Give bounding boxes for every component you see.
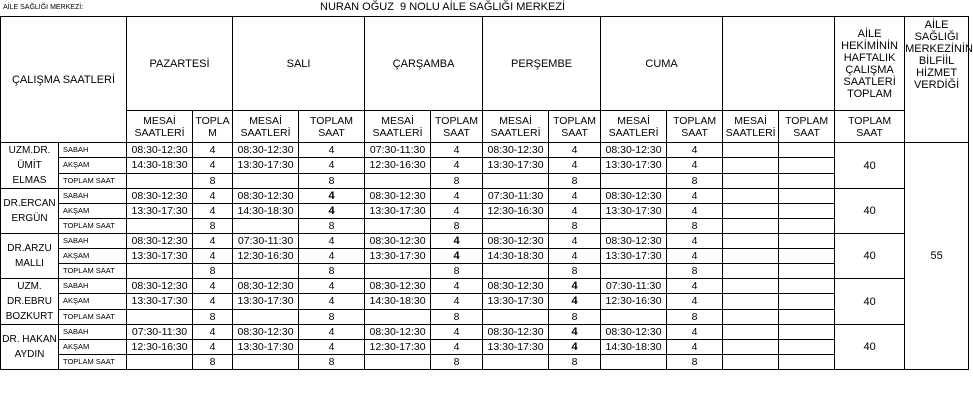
day-header-wednesday: ÇARŞAMBA	[365, 17, 483, 111]
table-row	[1, 189, 969, 204]
shift-hours-cell: 13:30-17:30	[483, 158, 549, 173]
shift-total-cell: 4	[299, 325, 365, 340]
table-row	[1, 173, 969, 188]
shift-hours-cell	[601, 355, 667, 370]
shift-total-cell: 8	[667, 219, 723, 234]
shift-total-cell: 4	[299, 189, 365, 204]
shift-hours-cell: 08:30-12:30	[233, 189, 299, 204]
shift-total-cell: 4	[549, 143, 601, 158]
shift-hours-cell: 08:30-12:30	[601, 234, 667, 249]
shift-hours-cell	[723, 340, 779, 355]
shift-label: TOPLAM SAAT	[59, 173, 127, 188]
shift-hours-cell	[483, 264, 549, 279]
shift-total-cell: 4	[193, 189, 233, 204]
shift-label: AKŞAM	[59, 249, 127, 264]
health-center-label: AİLE SAĞLIĞI MERKEZİ:	[3, 4, 84, 11]
shift-total-cell: 4	[667, 294, 723, 309]
shift-total-cell: 4	[431, 294, 483, 309]
table-row	[1, 158, 969, 173]
shift-hours-cell	[723, 189, 779, 204]
shift-total-cell: 8	[431, 173, 483, 188]
doctor-name: DR.ARZU MALLI	[1, 234, 59, 279]
shift-total-cell: 4	[431, 249, 483, 264]
doctor-name: DR. HAKAN AYDIN	[1, 325, 59, 370]
shift-total-cell: 8	[193, 173, 233, 188]
shift-hours-cell	[127, 173, 193, 188]
table-row	[1, 249, 969, 264]
shift-hours-cell	[127, 355, 193, 370]
shift-hours-cell: 08:30-12:30	[483, 279, 549, 294]
shift-hours-cell: 12:30-16:30	[601, 294, 667, 309]
shift-total-cell: 4	[299, 158, 365, 173]
shift-hours-cell: 12:30-16:30	[483, 204, 549, 219]
shift-total-cell: 4	[549, 189, 601, 204]
shift-hours-cell: 08:30-12:30	[127, 279, 193, 294]
shift-total-cell: 4	[193, 204, 233, 219]
shift-hours-cell	[601, 264, 667, 279]
shift-total-cell: 8	[667, 309, 723, 324]
shift-hours-cell: 07:30-11:30	[233, 234, 299, 249]
shift-hours-cell	[601, 219, 667, 234]
shift-hours-cell	[723, 143, 779, 158]
shift-total-cell: 4	[193, 325, 233, 340]
shift-hours-cell	[723, 249, 779, 264]
shift-hours-cell: 07:30-11:30	[127, 325, 193, 340]
shift-total-cell: 8	[431, 355, 483, 370]
work-hours-header: ÇALIŞMA SAATLERİ	[1, 17, 127, 143]
work-schedule-table	[0, 16, 973, 370]
shift-label: TOPLAM SAAT	[59, 355, 127, 370]
shift-total-cell: 4	[667, 340, 723, 355]
shift-total-cell: 4	[667, 143, 723, 158]
shift-total-cell: 4	[549, 249, 601, 264]
shift-hours-cell	[723, 325, 779, 340]
shift-total-cell: 8	[299, 309, 365, 324]
table-row	[1, 294, 969, 309]
shift-total-cell: 4	[299, 143, 365, 158]
shift-total-cell: 8	[549, 219, 601, 234]
shift-hours-cell: 13:30-17:30	[483, 294, 549, 309]
shift-hours-cell	[127, 309, 193, 324]
shift-total-cell: 4	[299, 249, 365, 264]
shift-hours-cell: 12:30-16:30	[233, 249, 299, 264]
shift-total-cell: 4	[299, 234, 365, 249]
weekly-total-cell: 40	[835, 325, 905, 370]
doctor-name: DR.ERCAN ERGÜN	[1, 189, 59, 234]
shift-total-cell: 4	[193, 249, 233, 264]
shift-hours-cell	[365, 355, 431, 370]
table-row	[1, 279, 969, 294]
shift-total-cell: 8	[193, 264, 233, 279]
subheader-mesai-monday: MESAİ SAATLERİ	[127, 111, 193, 143]
shift-label: TOPLAM SAAT	[59, 264, 127, 279]
shift-total-cell: 4	[667, 234, 723, 249]
shift-total-cell: 4	[431, 325, 483, 340]
shift-total-cell	[779, 264, 835, 279]
table-row	[1, 340, 969, 355]
shift-total-cell: 4	[431, 279, 483, 294]
shift-hours-cell: 12:30-17:30	[365, 340, 431, 355]
weekly-total-cell: 40	[835, 189, 905, 234]
shift-hours-cell: 08:30-12:30	[365, 325, 431, 340]
shift-total-cell	[779, 309, 835, 324]
shift-hours-cell	[723, 309, 779, 324]
shift-hours-cell: 08:30-12:30	[365, 189, 431, 204]
shift-hours-cell	[233, 264, 299, 279]
subheader-toplam-thursday: TOPLAM SAAT	[549, 111, 601, 143]
shift-hours-cell: 08:30-12:30	[483, 234, 549, 249]
table-row	[1, 325, 969, 340]
shift-hours-cell: 13:30-17:30	[127, 294, 193, 309]
table-row	[1, 264, 969, 279]
shift-label: SABAH	[59, 325, 127, 340]
shift-hours-cell	[723, 204, 779, 219]
subheader-toplam-monday: TOPLAM	[193, 111, 233, 143]
shift-hours-cell: 08:30-12:30	[601, 189, 667, 204]
shift-total-cell: 8	[193, 309, 233, 324]
shift-hours-cell: 08:30-12:30	[233, 143, 299, 158]
shift-hours-cell: 08:30-12:30	[483, 325, 549, 340]
shift-hours-cell: 13:30-17:30	[365, 249, 431, 264]
shift-hours-cell	[127, 264, 193, 279]
shift-label: AKŞAM	[59, 204, 127, 219]
shift-hours-cell: 13:30-17:30	[127, 204, 193, 219]
shift-hours-cell	[723, 294, 779, 309]
table-row	[1, 204, 969, 219]
shift-hours-cell: 14:30-18:30	[233, 204, 299, 219]
shift-total-cell: 4	[193, 143, 233, 158]
shift-total-cell: 8	[431, 264, 483, 279]
day-header-empty	[723, 17, 835, 111]
shift-total-cell: 4	[549, 340, 601, 355]
shift-total-cell: 4	[667, 325, 723, 340]
shift-total-cell: 4	[193, 234, 233, 249]
shift-hours-cell	[483, 219, 549, 234]
shift-total-cell: 4	[193, 158, 233, 173]
shift-hours-cell: 13:30-17:30	[601, 249, 667, 264]
shift-hours-cell	[233, 219, 299, 234]
shift-total-cell: 4	[549, 234, 601, 249]
shift-hours-cell: 07:30-11:30	[483, 189, 549, 204]
subheader-mesai-extra: MESAİ SAATLERİ	[723, 111, 779, 143]
weekly-total-cell: 40	[835, 279, 905, 325]
shift-total-cell: 4	[431, 143, 483, 158]
weekly-total-subheader: TOPLAM SAAT	[835, 111, 905, 143]
shift-total-cell: 4	[431, 340, 483, 355]
shift-hours-cell: 13:30-17:30	[365, 204, 431, 219]
shift-hours-cell: 07:30-11:30	[365, 143, 431, 158]
shift-total-cell	[779, 158, 835, 173]
shift-hours-cell	[365, 219, 431, 234]
shift-total-cell: 8	[667, 173, 723, 188]
shift-hours-cell	[723, 173, 779, 188]
shift-hours-cell	[233, 355, 299, 370]
shift-hours-cell: 08:30-12:30	[233, 279, 299, 294]
shift-total-cell	[779, 249, 835, 264]
shift-hours-cell	[483, 355, 549, 370]
shift-label: SABAH	[59, 279, 127, 294]
shift-total-cell	[779, 143, 835, 158]
shift-total-cell	[779, 204, 835, 219]
shift-total-cell: 8	[193, 219, 233, 234]
shift-total-cell: 8	[667, 264, 723, 279]
shift-total-cell: 4	[667, 189, 723, 204]
shift-total-cell	[779, 340, 835, 355]
shift-total-cell: 8	[667, 355, 723, 370]
subheader-toplam-tuesday: TOPLAM SAAT	[299, 111, 365, 143]
shift-hours-cell	[723, 355, 779, 370]
shift-hours-cell: 12:30-16:30	[127, 340, 193, 355]
day-header-monday: PAZARTESİ	[127, 17, 233, 111]
shift-total-cell: 4	[549, 294, 601, 309]
shift-hours-cell	[601, 173, 667, 188]
shift-total-cell: 8	[549, 173, 601, 188]
doctor-name: UZM. DR.EBRU BOZKURT	[1, 279, 59, 325]
shift-total-cell: 4	[667, 279, 723, 294]
shift-hours-cell: 08:30-12:30	[127, 189, 193, 204]
shift-hours-cell: 13:30-17:30	[601, 204, 667, 219]
shift-total-cell: 4	[193, 279, 233, 294]
shift-total-cell: 4	[667, 158, 723, 173]
weekly-total-cell: 40	[835, 234, 905, 279]
subheader-mesai-friday: MESAİ SAATLERİ	[601, 111, 667, 143]
shift-total-cell: 4	[549, 325, 601, 340]
shift-total-cell: 4	[299, 340, 365, 355]
shift-hours-cell: 08:30-12:30	[127, 143, 193, 158]
shift-total-cell	[779, 325, 835, 340]
subheader-toplam-friday: TOPLAM SAAT	[667, 111, 723, 143]
asm-service-header: AİLE SAĞLIĞI MERKEZİNİN BİLFİİL HİZMET VERDİĞİ	[905, 17, 969, 143]
day-header-tuesday: SALI	[233, 17, 365, 111]
weekly-hours-header: AİLE HEKİMİNİN HAFTALIK ÇALIŞMA SAATLERİ TOPLAM	[835, 17, 905, 111]
shift-total-cell: 8	[299, 173, 365, 188]
shift-total-cell	[779, 279, 835, 294]
shift-total-cell	[779, 294, 835, 309]
shift-hours-cell	[127, 219, 193, 234]
subheader-toplam-extra: TOPLAM SAAT	[779, 111, 835, 143]
shift-total-cell: 8	[299, 219, 365, 234]
shift-hours-cell	[723, 234, 779, 249]
shift-total-cell: 4	[667, 249, 723, 264]
shift-total-cell: 8	[431, 219, 483, 234]
shift-hours-cell: 14:30-18:30	[365, 294, 431, 309]
shift-total-cell: 8	[549, 309, 601, 324]
shift-hours-cell	[601, 309, 667, 324]
day-header-friday: CUMA	[601, 17, 723, 111]
shift-total-cell: 4	[549, 279, 601, 294]
shift-label: SABAH	[59, 143, 127, 158]
shift-hours-cell: 14:30-18:30	[601, 340, 667, 355]
shift-hours-cell	[233, 173, 299, 188]
shift-total-cell	[779, 219, 835, 234]
shift-total-cell: 4	[431, 189, 483, 204]
subheader-toplam-wednesday: TOPLAM SAAT	[431, 111, 483, 143]
shift-total-cell: 4	[667, 204, 723, 219]
table-row	[1, 355, 969, 370]
shift-hours-cell: 08:30-12:30	[601, 325, 667, 340]
shift-total-cell	[779, 173, 835, 188]
shift-hours-cell: 13:30-17:30	[233, 294, 299, 309]
shift-total-cell: 4	[299, 204, 365, 219]
doctor-name: UZM.DR. ÜMİT ELMAS	[1, 143, 59, 189]
shift-label: SABAH	[59, 189, 127, 204]
shift-hours-cell	[723, 219, 779, 234]
shift-hours-cell: 13:30-17:30	[233, 340, 299, 355]
shift-hours-cell	[723, 264, 779, 279]
shift-hours-cell	[365, 173, 431, 188]
subheader-mesai-tuesday: MESAİ SAATLERİ	[233, 111, 299, 143]
shift-total-cell: 8	[193, 355, 233, 370]
weekly-total-cell: 40	[835, 143, 905, 189]
shift-total-cell: 4	[193, 294, 233, 309]
table-row	[1, 219, 969, 234]
table-row	[1, 143, 969, 158]
shift-total-cell	[779, 234, 835, 249]
shift-hours-cell: 07:30-11:30	[601, 279, 667, 294]
shift-label: AKŞAM	[59, 294, 127, 309]
subheader-mesai-wednesday: MESAİ SAATLERİ	[365, 111, 431, 143]
shift-label: SABAH	[59, 234, 127, 249]
shift-hours-cell: 08:30-12:30	[365, 234, 431, 249]
shift-hours-cell: 08:30-12:30	[365, 279, 431, 294]
shift-hours-cell	[483, 309, 549, 324]
shift-total-cell: 8	[431, 309, 483, 324]
shift-hours-cell	[233, 309, 299, 324]
shift-hours-cell: 14:30-18:30	[127, 158, 193, 173]
page-header	[0, 0, 960, 16]
shift-hours-cell: 08:30-12:30	[483, 143, 549, 158]
shift-total-cell: 8	[549, 264, 601, 279]
subheader-mesai-thursday: MESAİ SAATLERİ	[483, 111, 549, 143]
shift-total-cell: 4	[299, 294, 365, 309]
page-title: NURAN OĞUZ 9 NOLU AİLE SAĞLIĞI MERKEZİ	[320, 1, 566, 13]
shift-total-cell: 4	[431, 204, 483, 219]
shift-label: AKŞAM	[59, 340, 127, 355]
shift-hours-cell	[483, 173, 549, 188]
shift-total-cell: 4	[299, 279, 365, 294]
shift-total-cell: 4	[193, 340, 233, 355]
shift-hours-cell	[365, 309, 431, 324]
shift-hours-cell: 13:30-17:30	[483, 340, 549, 355]
asm-total-cell: 55	[905, 143, 969, 370]
shift-hours-cell	[723, 279, 779, 294]
shift-hours-cell: 13:30-17:30	[233, 158, 299, 173]
shift-hours-cell	[723, 158, 779, 173]
shift-label: TOPLAM SAAT	[59, 309, 127, 324]
shift-total-cell: 4	[549, 158, 601, 173]
shift-total-cell: 4	[549, 204, 601, 219]
table-row	[1, 309, 969, 324]
shift-total-cell	[779, 355, 835, 370]
shift-hours-cell: 08:30-12:30	[601, 143, 667, 158]
shift-hours-cell: 14:30-18:30	[483, 249, 549, 264]
shift-total-cell: 8	[299, 264, 365, 279]
shift-hours-cell: 08:30-12:30	[127, 234, 193, 249]
shift-total-cell: 4	[431, 158, 483, 173]
shift-hours-cell: 13:30-17:30	[601, 158, 667, 173]
day-header-thursday: PERŞEMBE	[483, 17, 601, 111]
shift-hours-cell: 08:30-12:30	[233, 325, 299, 340]
shift-hours-cell: 13:30-17:30	[127, 249, 193, 264]
shift-total-cell: 8	[549, 355, 601, 370]
shift-total-cell: 8	[299, 355, 365, 370]
shift-hours-cell: 12:30-16:30	[365, 158, 431, 173]
shift-total-cell	[779, 189, 835, 204]
shift-label: TOPLAM SAAT	[59, 219, 127, 234]
shift-total-cell: 4	[431, 234, 483, 249]
shift-hours-cell	[365, 264, 431, 279]
shift-label: AKŞAM	[59, 158, 127, 173]
table-row	[1, 234, 969, 249]
